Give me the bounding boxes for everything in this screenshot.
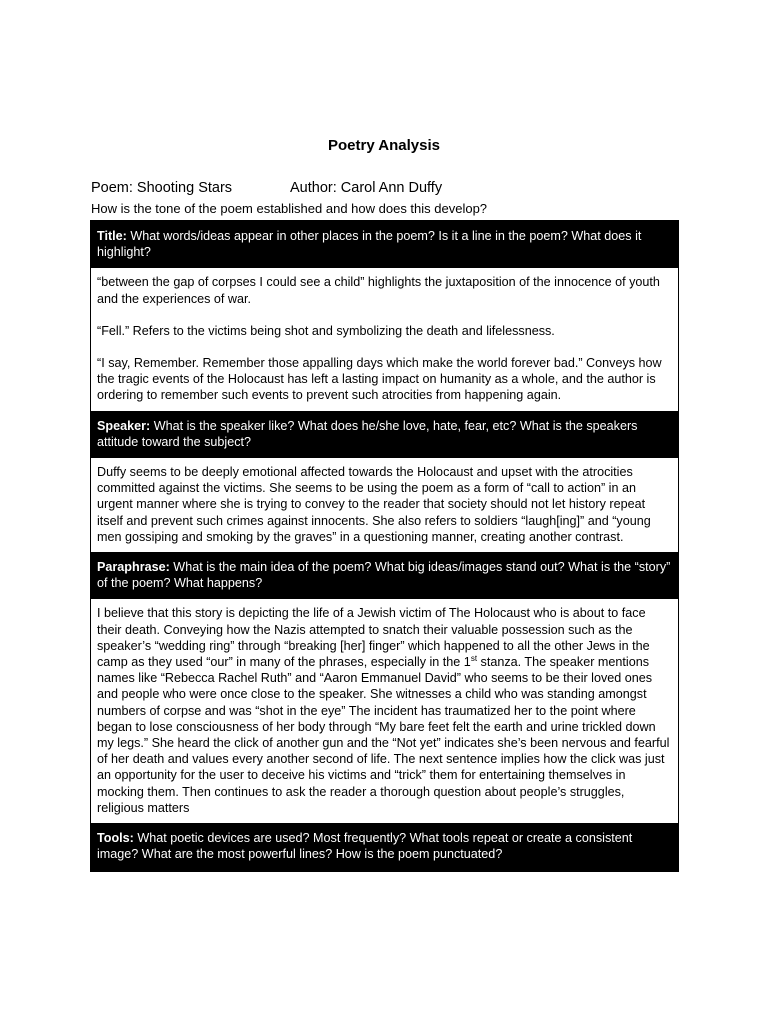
paraphrase-section-prompt: What is the main idea of the poem? What big ideas/images stand out? What is the “story” of the poem? What happens? [97,560,671,591]
author-label: Author: Carol Ann Duffy [290,180,443,196]
guiding-question: How is the tone of the poem established and how does this develop? [91,201,488,216]
paraphrase-section-label: Paraphrase: [97,560,170,575]
tools-section-prompt: What poetic devices are used? Most frequently? What tools repeat or create a consistent image? What are the most powerful lines? How is the poem punctuated? [97,831,633,862]
poem-label: Poem: Shooting Stars [91,180,233,196]
meta-line [91,180,443,196]
speaker-paragraph-1: Duffy seems to be deeply emotional affected towards the Holocaust and upset with the atrocities committed against the victims. She seems to be using the poem as a form of “call to action” in an urgent manner where she is trying to convey to the reader that society should not let history repeat itself and prevent such crimes against innocents. She also refers to soldiers “laugh[ing]” and “young men gossiping and smoking by the graves” in a questioning manner, creating another contrast. [97,465,651,544]
title-paragraph-2: “Fell.” Refers to the victims being shot and symbolizing the death and lifelessness. [97,323,555,338]
tools-section-label: Tools: [97,831,134,846]
document-title: Poetry Analysis [328,137,440,154]
title-section-header [91,221,678,268]
speaker-section-label: Speaker: [97,418,151,433]
analysis-table [90,220,679,872]
ordinal-superscript: st [470,653,478,663]
title-section-body [91,268,678,410]
paraphrase-section-header [91,552,678,599]
paraphrase-section-body [91,599,678,823]
tools-section-header [91,823,678,870]
title-paragraph-1: “between the gap of corpses I could see a child” highlights the juxtaposition of the innocence of youth and the experiences of war. [97,275,660,306]
paraphrase-text-part-2: stanza. The speaker mentions names like “Rebecca Rachel Ruth” and “Aaron Emmanuel David” who seems to be their loved ones and people who were once close to the speaker. She witnesses a child who was standing amongst numbers of corpse and was “shot in the eye” The incident has traumatized her to the point where began to lose consciousness of her body through “My bare feet felt the earth and urine trickled down my legs.” She heard the click of another gun and the “Not yet” indicates she’s been nervous and fearful of her death and values every another second of life. The next sentence implies how the click was just an opportunity for the user to deceive his victims and “trick” them for entertaining themselves in mocking them. Then continues to ask the reader a thorough question about people’s struggles, religious matters [97,655,670,815]
paraphrase-text-part-1: I believe that this story is depicting the life of a Jewish victim of The Holocaust who is about to face their death. Conveying how the Nazis attempted to snatch their valuable possession such as the speaker’s “wedding ring” through “breaking [her] finger” which happened to all the other Jews in the camp as they used “our” in many of the phrases, especially in the 1 [97,606,650,670]
title-section-label: Title: [97,229,127,243]
paraphrase-paragraph-1 [97,605,672,816]
speaker-section-header [91,411,678,458]
title-paragraph-3: “I say, Remember. Remember those appalling days which make the world forever bad.” Conveys how the tragic events of the Holocaust has left a lasting impact on humanity as a whole, and the author is ordering to remember such events to prevent such atrocities from happening again. [97,356,662,403]
title-section-prompt: What words/ideas appear in other places in the poem? Is it a line in the poem? What does it highlight? [97,229,642,260]
speaker-section-body [91,458,678,552]
speaker-section-prompt: What is the speaker like? What does he/she love, hate, fear, etc? What is the speakers attitude toward the subject? [97,418,638,449]
